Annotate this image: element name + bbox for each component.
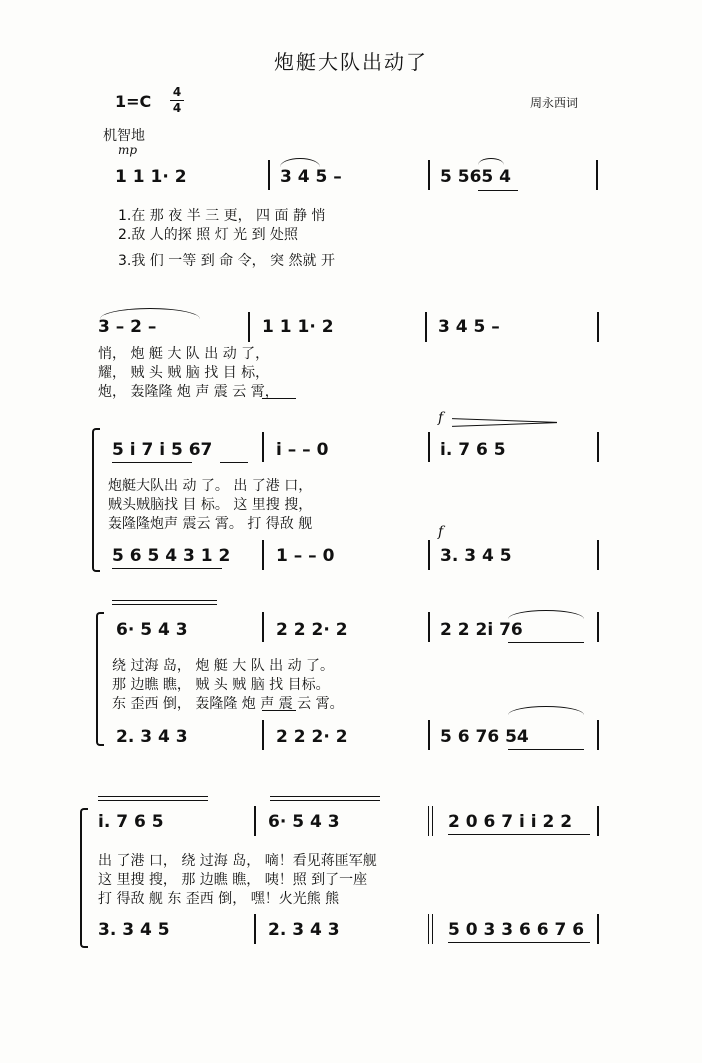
barline — [428, 612, 430, 642]
barline — [428, 432, 430, 462]
barline — [597, 612, 599, 642]
tempo-marking: 机智地 — [103, 128, 145, 144]
lower-measure-2: 2. 3 4 3 — [268, 920, 340, 940]
barline — [597, 312, 599, 342]
barline — [254, 914, 256, 944]
measure-1-notes: 1 1 1· 2 — [115, 167, 187, 187]
lower-measure-1: 5 6 5 4 3 1 2 — [112, 546, 231, 566]
slur — [508, 706, 584, 715]
measure-4-notes: 3 – 2 – — [98, 317, 157, 337]
measure-5-notes: 1 1 1· 2 — [262, 317, 334, 337]
underline-beat — [220, 462, 248, 463]
upper-measure-2: i – – 0 — [276, 440, 329, 460]
lower-measure-1: 3. 3 4 5 — [98, 920, 170, 940]
lyricist-credit: 周永西词 — [530, 96, 579, 110]
time-signature-top: 4 — [172, 85, 182, 99]
slur — [280, 158, 320, 167]
repeat-barline — [432, 914, 433, 944]
lyric-line-3: 打 得敌 舰 东 歪西 倒， 嘿！火光熊 熊 — [98, 891, 340, 907]
lower-measure-1: 2. 3 4 3 — [116, 727, 188, 747]
underline-beat — [262, 710, 296, 711]
underline-beat — [448, 942, 590, 943]
slur — [508, 610, 584, 619]
lyric-line-3: 炮， 轰隆隆 炮 声 震 云 霄， — [98, 384, 279, 400]
lyric-line-1: 1.在 那 夜 半 三 更， 四 面 静 悄 — [118, 208, 326, 224]
time-signature-bottom: 4 — [172, 101, 182, 115]
lower-measure-3: 5 0 3 3 6 6 7 6 — [448, 920, 585, 940]
lower-measure-3: 3. 3 4 5 — [440, 546, 512, 566]
barline — [428, 160, 430, 190]
barline — [262, 432, 264, 462]
repeat-barline — [428, 914, 429, 944]
lower-measure-3: 5 6 76 54 — [440, 727, 529, 747]
lyric-line-2: 耀， 贼 头 贼 脑 找 目 标， — [98, 365, 270, 381]
barline — [428, 540, 430, 570]
measure-6-notes: 3 4 5 – — [438, 317, 500, 337]
barline — [254, 806, 256, 836]
underline-beat — [448, 834, 590, 835]
decrescendo-line — [98, 800, 208, 801]
underline-beat — [112, 568, 222, 569]
upper-measure-1: 6· 5 4 3 — [116, 620, 188, 640]
lyric-line-2: 2.敌 人的探 照 灯 光 到 处照 — [118, 227, 299, 243]
upper-measure-2: 2 2 2· 2 — [276, 620, 348, 640]
barline — [262, 720, 264, 750]
underline-beat — [478, 190, 518, 191]
lyric-line-3: 东 歪西 倒， 轰隆隆 炮 声 震 云 霄。 — [112, 696, 344, 712]
lyric-line-2: 贼头贼脑找 目 标。 这 里搜 搜， — [108, 497, 313, 513]
upper-measure-3: 2 0 6 7 i i 2 2 — [448, 812, 573, 832]
lyric-line-1: 悄， 炮 艇 大 队 出 动 了， — [98, 346, 270, 362]
lyric-line-2: 那 边瞧 瞧， 贼 头 贼 脑 找 目标。 — [112, 677, 330, 693]
barline — [597, 432, 599, 462]
key-signature: 1=C — [115, 92, 152, 111]
time-signature — [170, 86, 184, 115]
barline — [268, 160, 270, 190]
upper-measure-3: i. 7 6 5 — [440, 440, 506, 460]
underline-beat — [262, 398, 296, 399]
barline — [597, 720, 599, 750]
upper-measure-2: 6· 5 4 3 — [268, 812, 340, 832]
upper-measure-1: 5 i 7 i 5 67 — [112, 440, 213, 460]
system-brace — [92, 428, 100, 572]
barline — [262, 540, 264, 570]
barline — [248, 312, 250, 342]
lower-measure-2: 1 – – 0 — [276, 546, 335, 566]
lyric-line-2: 这 里搜 搜， 那 边瞧 瞧， 咦！照 到了一座 — [98, 872, 368, 888]
barline — [262, 612, 264, 642]
lyric-line-3: 轰隆隆炮声 震云 霄。 打 得敌 舰 — [108, 516, 313, 532]
dynamic-mp: mp — [118, 143, 138, 157]
barline — [597, 914, 599, 944]
upper-measure-3: 2 2 2i 76 — [440, 620, 523, 640]
lyric-line-3: 3.我 们 一等 到 命 令， 突 然就 开 — [118, 253, 335, 269]
upper-measure-1: i. 7 6 5 — [98, 812, 164, 832]
dynamic-f: f — [438, 524, 444, 540]
barline — [425, 312, 427, 342]
song-title: 炮艇大队出动了 — [274, 50, 428, 74]
repeat-barline — [432, 806, 433, 836]
crescendo-line — [452, 422, 557, 427]
lyric-line-1: 绕 过海 岛， 炮 艇 大 队 出 动 了。 — [112, 658, 335, 674]
decrescendo-line — [98, 796, 208, 797]
decrescendo-line — [112, 600, 217, 601]
decrescendo-line — [270, 796, 380, 797]
barline — [428, 720, 430, 750]
lyric-line-1: 炮艇大队出 动 了。 出 了港 口， — [108, 478, 313, 494]
underline-beat — [508, 749, 584, 750]
underline-beat — [508, 642, 584, 643]
slur — [478, 158, 504, 165]
barline — [597, 540, 599, 570]
repeat-barline — [428, 806, 429, 836]
lower-measure-2: 2 2 2· 2 — [276, 727, 348, 747]
lyric-line-1: 出 了港 口， 绕 过海 岛， 嘀！看见蒋匪军舰 — [98, 853, 377, 869]
underline-beat — [112, 462, 192, 463]
dynamic-f: f — [438, 410, 444, 426]
decrescendo-line — [112, 604, 217, 605]
barline — [597, 806, 599, 836]
system-brace — [80, 808, 88, 948]
system-brace — [96, 612, 104, 746]
decrescendo-line — [270, 800, 380, 801]
measure-3-notes: 5 565 4 — [440, 167, 511, 187]
barline — [596, 160, 598, 190]
measure-2-notes: 3 4 5 – — [280, 167, 342, 187]
